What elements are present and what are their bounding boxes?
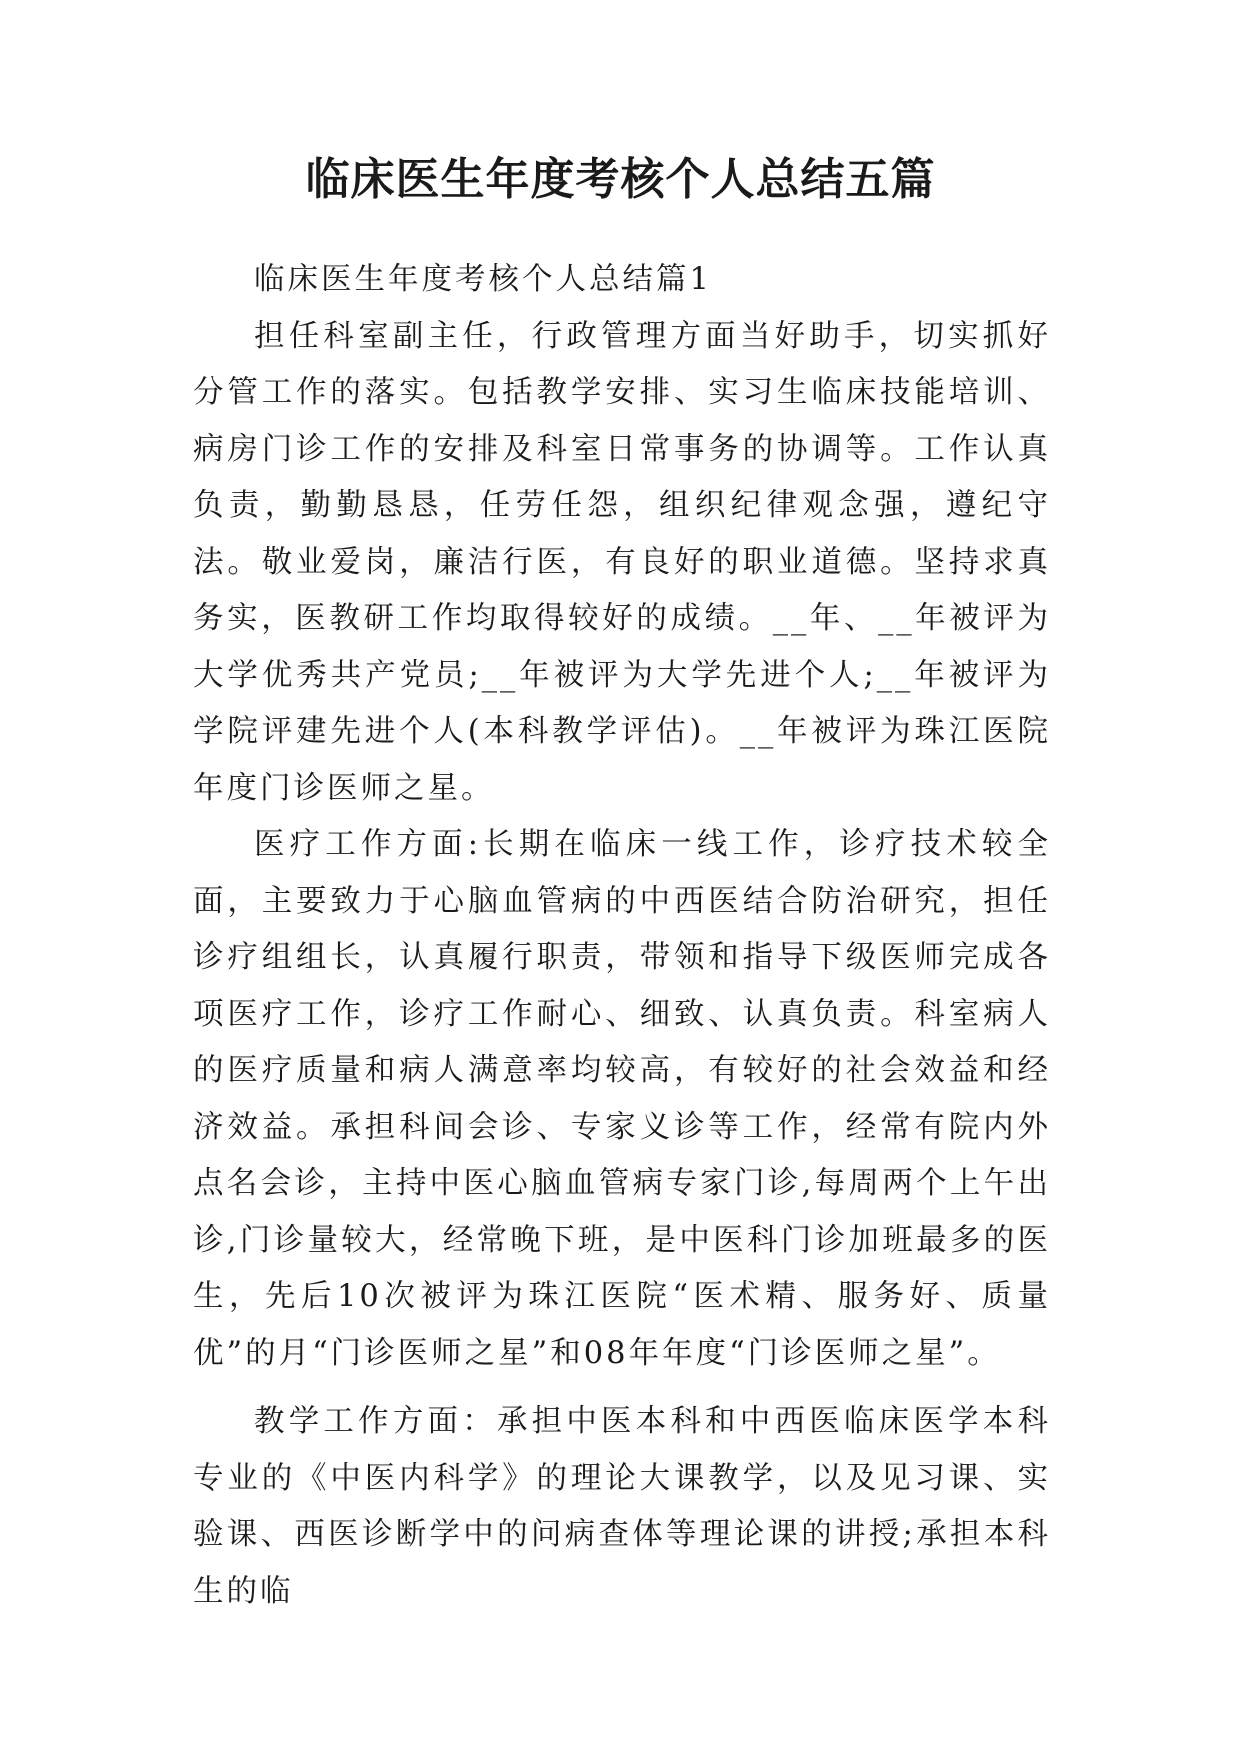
document-body	[193, 252, 1051, 1620]
paragraph-medical-work: 医疗工作方面:长期在临床一线工作，诊疗技术较全面，主要致力于心脑血管病的中西医结合防治研究，担任诊疗组组长，认真履行职责，带领和指导下级医师完成各项医疗工作，诊疗工作耐心、细致、认真负责。科室病人的医疗质量和病人满意率均较高，有较好的社会效益和经济效益。承担科间会诊、专家义诊等工作，经常有院内外点名会诊，主持中医心脑血管病专家门诊,每周两个上午出诊,门诊量较大，经常晚下班，是中医科门诊加班最多的医生，先后10次被评为珠江医院“医术精、服务好、质量优”的月“门诊医师之星”和08年年度“门诊医师之星”。	[193, 827, 1051, 1371]
document-title: 临床医生年度考核个人总结五篇	[305, 154, 936, 205]
paragraph-management: 担任科室副主任，行政管理方面当好助手，切实抓好分管工作的落实。包括教学安排、实习生临床技能培训、病房门诊工作的安排及科室日常事务的协调等。工作认真负责，勤勤恳恳，任劳任怨，组织纪律观念强，遵纪守法。敬业爱岗，廉洁行医，有良好的职业道德。坚持求真务实，医教研工作均取得较好的成绩。__年、__年被评为大学优秀共产党员;__年被评为大学先进个人;__年被评为学院评建先进个人(本科教学评估)。__年被评为珠江医院年度门诊医师之星。	[193, 318, 1051, 806]
paragraph-teaching-work: 教学工作方面：承担中医本科和中西医临床医学本科专业的《中医内科学》的理论大课教学，以及见习课、实验课、西医诊断学中的问病查体等理论课的讲授;承担本科生的临	[193, 1404, 1051, 1609]
section-heading: 临床医生年度考核个人总结篇1	[254, 262, 712, 297]
